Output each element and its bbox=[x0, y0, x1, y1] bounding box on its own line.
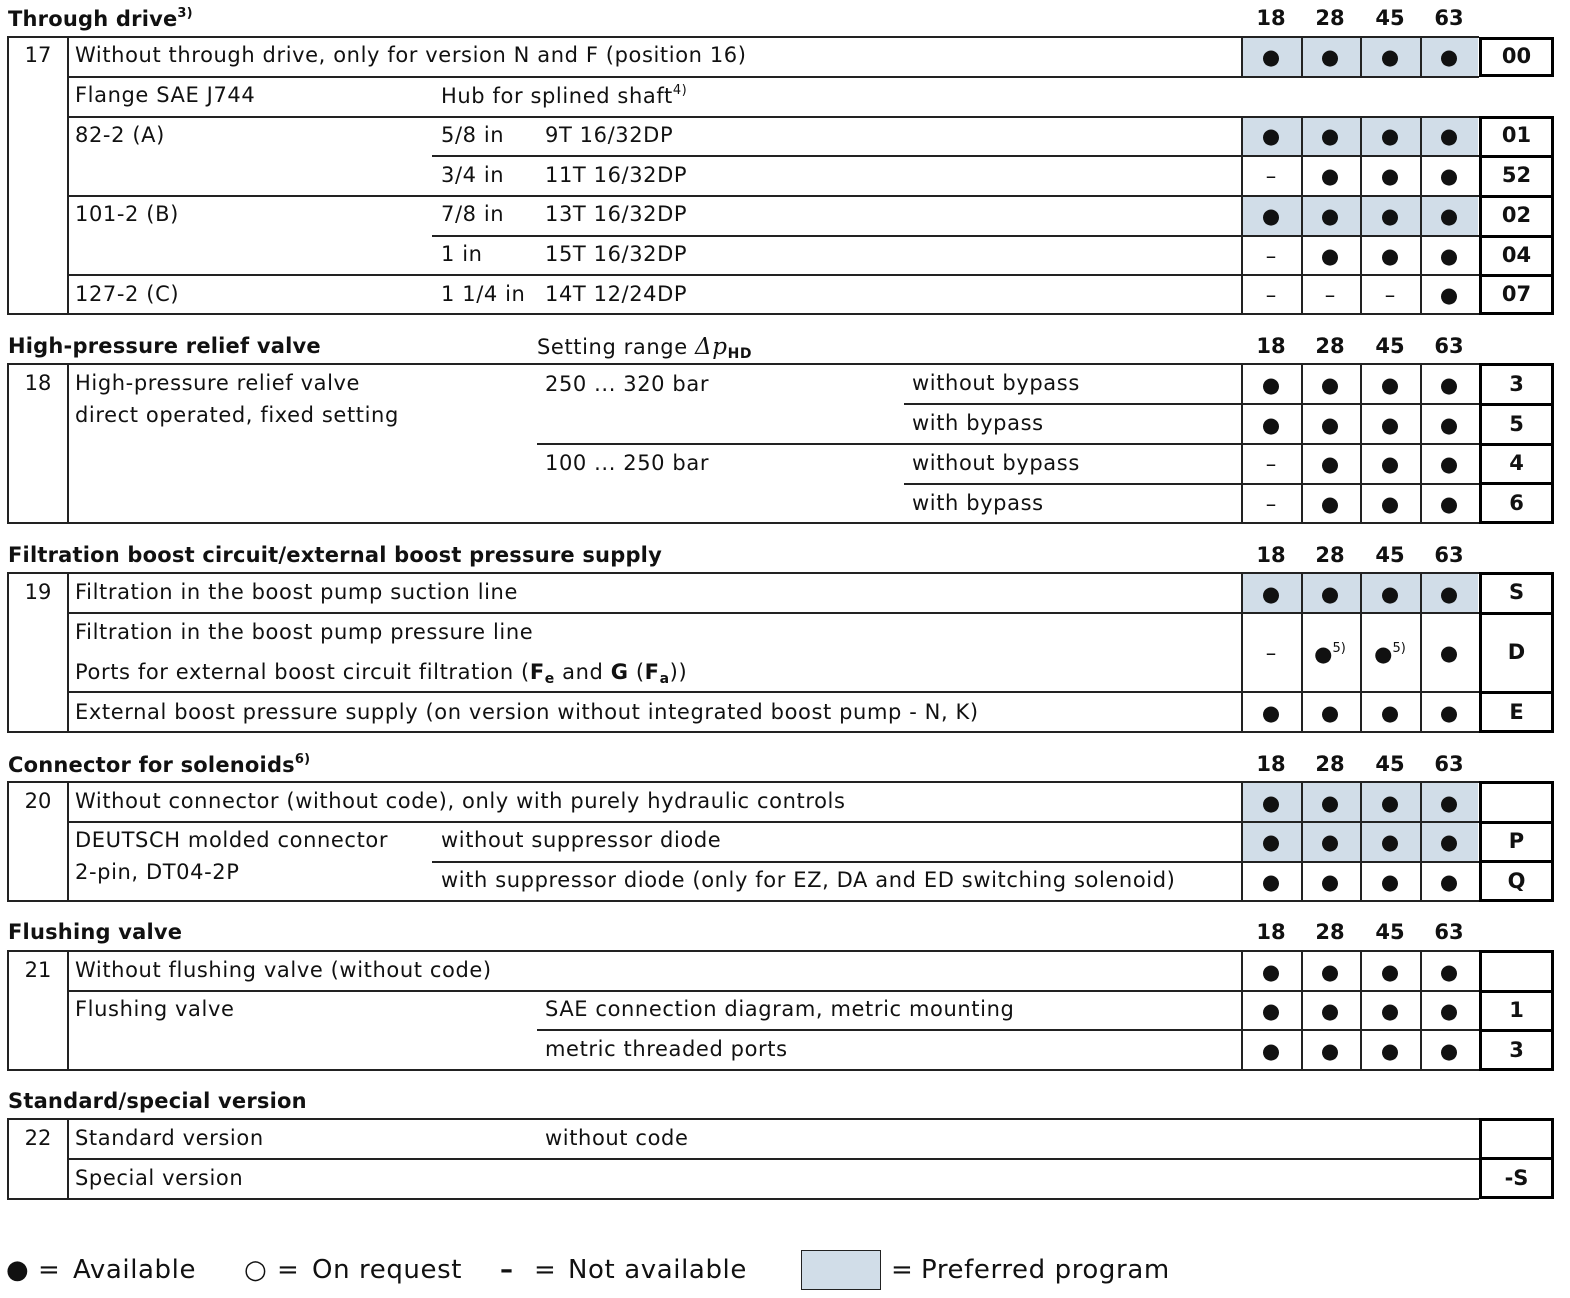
rule bbox=[432, 235, 1479, 237]
availability-mark: ● bbox=[1320, 45, 1340, 69]
availability-mark: ● bbox=[1320, 960, 1340, 984]
rule bbox=[1479, 155, 1554, 158]
availability-mark: ● bbox=[1261, 701, 1281, 725]
rule bbox=[1479, 274, 1554, 277]
availability-mark: ● bbox=[1439, 791, 1459, 815]
option-label: Without connector (without code), only with purely hydraulic controls bbox=[75, 789, 846, 813]
rule bbox=[7, 1198, 1479, 1200]
available-symbol: ● bbox=[6, 1255, 30, 1285]
availability-mark: ● bbox=[1439, 641, 1459, 665]
order-code: S bbox=[1508, 580, 1525, 604]
rule bbox=[1479, 612, 1554, 615]
availability-mark: ● bbox=[1380, 582, 1400, 606]
rule bbox=[7, 731, 1479, 733]
shaft-diameter: 5/8 in bbox=[441, 123, 505, 147]
column-label-hub: Hub for splined shaft$^{4)}$ bbox=[441, 83, 688, 108]
rule bbox=[67, 36, 69, 314]
availability-mark: – bbox=[1324, 283, 1336, 307]
rule bbox=[67, 691, 1479, 693]
size-header: 63 bbox=[1434, 543, 1464, 567]
option-label: External boost pressure supply (on version without integrated boost pump - N, K) bbox=[75, 700, 979, 724]
flange-size: 82-2 (A) bbox=[75, 123, 165, 147]
rule bbox=[1479, 990, 1554, 993]
legend-preferred: Preferred program bbox=[921, 1255, 1170, 1285]
shaft-diameter: 1 1/4 in bbox=[441, 282, 526, 306]
availability-mark: ● bbox=[1261, 373, 1281, 397]
rule bbox=[67, 274, 1479, 276]
rule bbox=[7, 1118, 1479, 1120]
rule bbox=[1479, 443, 1554, 446]
rule bbox=[7, 36, 1479, 38]
rule bbox=[67, 950, 69, 1070]
order-code: 04 bbox=[1501, 243, 1532, 267]
availability-mark: ● bbox=[1320, 582, 1340, 606]
availability-mark: ● bbox=[1261, 45, 1281, 69]
port-option: metric threaded ports bbox=[545, 1037, 788, 1061]
availability-mark: ● bbox=[1439, 373, 1459, 397]
availability-mark: ● bbox=[1439, 164, 1459, 188]
order-code: 6 bbox=[1509, 491, 1524, 515]
rule bbox=[67, 990, 1479, 992]
availability-mark: ● bbox=[1439, 830, 1459, 854]
option-label: Ports for external boost circuit filtration ($F_e$ and G $(F_a)$) bbox=[75, 660, 688, 687]
option-label: 2-pin, DT04-2P bbox=[75, 860, 240, 884]
availability-mark: ● bbox=[1261, 204, 1281, 228]
rule bbox=[537, 1029, 1479, 1031]
availability-mark: ● bbox=[1320, 1039, 1340, 1063]
availability-mark: ● bbox=[1261, 1039, 1281, 1063]
rule bbox=[1479, 860, 1554, 863]
rule bbox=[7, 900, 1479, 902]
availability-mark: ● bbox=[1320, 701, 1340, 725]
not-available-symbol: – bbox=[500, 1255, 514, 1285]
order-code: 00 bbox=[1501, 44, 1532, 68]
size-header: 45 bbox=[1375, 334, 1405, 358]
rule bbox=[67, 572, 69, 732]
spline-spec: 13T 16/32DP bbox=[545, 202, 688, 226]
section-title-version: Standard/special version bbox=[8, 1089, 307, 1113]
section-title-through-drive: Through drive$^{3)}$ bbox=[8, 6, 193, 31]
availability-mark: ● bbox=[1439, 582, 1459, 606]
availability-mark: ●$^{5)}$ bbox=[1374, 641, 1406, 666]
availability-mark: ● bbox=[1380, 413, 1400, 437]
rule bbox=[7, 36, 9, 314]
availability-mark: ● bbox=[1261, 960, 1281, 984]
shaft-diameter: 1 in bbox=[441, 242, 483, 266]
availability-mark: ● bbox=[1380, 960, 1400, 984]
rule bbox=[1479, 691, 1554, 694]
availability-mark: ● bbox=[1380, 373, 1400, 397]
legend-equals: = bbox=[534, 1255, 557, 1285]
setting-range: 250 ... 320 bar bbox=[545, 372, 710, 396]
size-header: 28 bbox=[1315, 6, 1345, 30]
availability-mark: ● bbox=[1320, 830, 1340, 854]
rule bbox=[67, 1118, 69, 1199]
availability-mark: – bbox=[1265, 641, 1277, 665]
order-code: D bbox=[1507, 640, 1526, 664]
on-request-symbol: ○ bbox=[244, 1255, 268, 1285]
rule bbox=[7, 572, 1479, 574]
availability-mark: ● bbox=[1439, 45, 1459, 69]
rule bbox=[67, 76, 1479, 78]
rule bbox=[7, 313, 1479, 315]
size-header: 45 bbox=[1375, 6, 1405, 30]
size-header: 63 bbox=[1434, 920, 1464, 944]
section-title-flushing-valve: Flushing valve bbox=[8, 920, 183, 944]
rule bbox=[1479, 1157, 1554, 1160]
position-number: 19 bbox=[24, 580, 52, 604]
bypass-option: with bypass bbox=[912, 491, 1044, 515]
rule bbox=[432, 155, 1479, 157]
availability-mark: ● bbox=[1320, 373, 1340, 397]
spline-spec: 9T 16/32DP bbox=[545, 123, 674, 147]
section-title-connector: Connector for solenoids$^{6)}$ bbox=[8, 752, 311, 777]
availability-mark: ● bbox=[1261, 582, 1281, 606]
size-header: 18 bbox=[1256, 752, 1286, 776]
size-header: 45 bbox=[1375, 543, 1405, 567]
availability-mark: ● bbox=[1320, 413, 1340, 437]
option-label: Filtration in the boost pump pressure line bbox=[75, 620, 534, 644]
rule bbox=[1479, 403, 1554, 406]
position-number: 21 bbox=[24, 958, 52, 982]
size-header: 45 bbox=[1375, 752, 1405, 776]
shaft-diameter: 3/4 in bbox=[441, 163, 505, 187]
rule bbox=[904, 403, 1479, 405]
availability-mark: ● bbox=[1380, 830, 1400, 854]
availability-mark: ● bbox=[1439, 999, 1459, 1023]
position-number: 20 bbox=[24, 789, 52, 813]
availability-mark: ● bbox=[1261, 791, 1281, 815]
availability-mark: ●$^{5)}$ bbox=[1314, 641, 1346, 666]
position-number: 22 bbox=[24, 1126, 52, 1150]
availability-mark: ● bbox=[1380, 999, 1400, 1023]
position-number: 18 bbox=[24, 371, 52, 395]
availability-mark: ● bbox=[1320, 204, 1340, 228]
order-code: 02 bbox=[1501, 203, 1532, 227]
diode-option: with suppressor diode (only for EZ, DA and ED switching solenoid) bbox=[441, 868, 1176, 892]
spline-spec: 15T 16/32DP bbox=[545, 242, 688, 266]
order-code: Q bbox=[1507, 869, 1526, 893]
section-title-relief-valve: High-pressure relief valve bbox=[8, 334, 321, 358]
availability-mark: – bbox=[1265, 164, 1277, 188]
rule bbox=[67, 195, 1479, 197]
bypass-option: with bypass bbox=[912, 411, 1044, 435]
availability-mark: ● bbox=[1439, 244, 1459, 268]
section-title-filtration: Filtration boost circuit/external boost pressure supply bbox=[8, 543, 662, 567]
availability-mark: ● bbox=[1439, 870, 1459, 894]
size-header: 28 bbox=[1315, 752, 1345, 776]
rule bbox=[67, 363, 69, 523]
order-code: 3 bbox=[1509, 1038, 1524, 1062]
position-number: 17 bbox=[24, 43, 52, 67]
option-label: Filtration in the boost pump suction line bbox=[75, 580, 518, 604]
order-code: P bbox=[1508, 829, 1525, 853]
rule bbox=[1479, 195, 1554, 198]
availability-mark: ● bbox=[1380, 204, 1400, 228]
size-header: 28 bbox=[1315, 543, 1345, 567]
rule bbox=[67, 612, 1479, 614]
size-header: 18 bbox=[1256, 6, 1286, 30]
availability-mark: – bbox=[1265, 244, 1277, 268]
availability-mark: ● bbox=[1320, 791, 1340, 815]
rule bbox=[67, 116, 1479, 118]
size-header: 63 bbox=[1434, 752, 1464, 776]
rule bbox=[7, 522, 1479, 524]
size-header: 45 bbox=[1375, 920, 1405, 944]
availability-mark: ● bbox=[1320, 164, 1340, 188]
availability-mark: ● bbox=[1261, 870, 1281, 894]
order-code: 52 bbox=[1501, 163, 1532, 187]
availability-mark: ● bbox=[1380, 124, 1400, 148]
rule bbox=[904, 483, 1479, 485]
availability-mark: ● bbox=[1439, 452, 1459, 476]
option-note: without code bbox=[545, 1126, 689, 1150]
bypass-option: without bypass bbox=[912, 451, 1080, 475]
availability-mark: ● bbox=[1380, 1039, 1400, 1063]
rule bbox=[7, 781, 1479, 783]
option-label: DEUTSCH molded connector bbox=[75, 828, 389, 852]
size-header: 18 bbox=[1256, 920, 1286, 944]
availability-mark: ● bbox=[1261, 413, 1281, 437]
order-code: 01 bbox=[1501, 123, 1532, 147]
rule bbox=[67, 1158, 1479, 1160]
availability-mark: ● bbox=[1380, 452, 1400, 476]
option-label: High-pressure relief valve bbox=[75, 371, 361, 395]
availability-mark: ● bbox=[1439, 413, 1459, 437]
availability-mark: – bbox=[1384, 283, 1396, 307]
rule bbox=[7, 1069, 1479, 1071]
order-code: 07 bbox=[1501, 282, 1532, 306]
legend-equals: = bbox=[38, 1255, 61, 1285]
availability-mark: ● bbox=[1261, 999, 1281, 1023]
size-header: 18 bbox=[1256, 334, 1286, 358]
rule bbox=[7, 363, 1479, 365]
availability-mark: – bbox=[1265, 452, 1277, 476]
flange-size: 127-2 (C) bbox=[75, 282, 180, 306]
availability-mark: – bbox=[1265, 492, 1277, 516]
option-label: Special version bbox=[75, 1166, 244, 1190]
order-code: 5 bbox=[1509, 412, 1524, 436]
order-code: -S bbox=[1504, 1166, 1529, 1190]
rule bbox=[67, 781, 69, 901]
column-label-setting-range: Setting range $\Delta p_{HD}$ bbox=[537, 334, 753, 362]
option-label: Flushing valve bbox=[75, 997, 235, 1021]
size-header: 63 bbox=[1434, 334, 1464, 358]
option-label: Without through drive, only for version N and F (position 16) bbox=[75, 43, 747, 67]
order-code: 1 bbox=[1509, 998, 1524, 1022]
availability-mark: ● bbox=[1439, 960, 1459, 984]
spline-spec: 11T 16/32DP bbox=[545, 163, 688, 187]
rule bbox=[537, 443, 1479, 445]
availability-mark: ● bbox=[1439, 492, 1459, 516]
rule bbox=[432, 861, 1479, 863]
order-code: 3 bbox=[1509, 372, 1524, 396]
availability-mark: ● bbox=[1439, 1039, 1459, 1063]
availability-mark: ● bbox=[1380, 870, 1400, 894]
availability-mark: ● bbox=[1439, 124, 1459, 148]
port-option: SAE connection diagram, metric mounting bbox=[545, 997, 1015, 1021]
availability-mark: ● bbox=[1439, 701, 1459, 725]
rule bbox=[1479, 821, 1554, 824]
availability-mark: ● bbox=[1380, 492, 1400, 516]
diode-option: without suppressor diode bbox=[441, 828, 722, 852]
size-header: 63 bbox=[1434, 6, 1464, 30]
availability-mark: ● bbox=[1380, 164, 1400, 188]
availability-mark: ● bbox=[1439, 204, 1459, 228]
availability-mark: ● bbox=[1320, 999, 1340, 1023]
availability-mark: ● bbox=[1320, 244, 1340, 268]
availability-mark: ● bbox=[1261, 830, 1281, 854]
availability-mark: ● bbox=[1320, 492, 1340, 516]
availability-mark: ● bbox=[1320, 124, 1340, 148]
rule bbox=[7, 950, 1479, 952]
column-label-flange: Flange SAE J744 bbox=[75, 83, 256, 107]
legend-on-request: On request bbox=[312, 1255, 463, 1285]
rule bbox=[1479, 235, 1554, 238]
flange-size: 101-2 (B) bbox=[75, 202, 179, 226]
option-label: Standard version bbox=[75, 1126, 264, 1150]
setting-range: 100 ... 250 bar bbox=[545, 451, 710, 475]
availability-mark: ● bbox=[1320, 870, 1340, 894]
availability-mark: ● bbox=[1261, 124, 1281, 148]
availability-mark: ● bbox=[1439, 283, 1459, 307]
rule bbox=[1479, 482, 1554, 485]
size-header: 28 bbox=[1315, 920, 1345, 944]
order-code: E bbox=[1509, 700, 1524, 724]
legend-available: Available bbox=[73, 1255, 197, 1285]
availability-mark: ● bbox=[1380, 701, 1400, 725]
legend-equals: = bbox=[891, 1255, 914, 1285]
size-header: 18 bbox=[1256, 543, 1286, 567]
shaft-diameter: 7/8 in bbox=[441, 202, 505, 226]
availability-mark: ● bbox=[1380, 45, 1400, 69]
legend-equals: = bbox=[277, 1255, 300, 1285]
availability-mark: – bbox=[1265, 283, 1277, 307]
spline-spec: 14T 12/24DP bbox=[545, 282, 688, 306]
availability-mark: ● bbox=[1380, 791, 1400, 815]
legend-not-available: Not available bbox=[568, 1255, 747, 1285]
bypass-option: without bypass bbox=[912, 371, 1080, 395]
rule bbox=[67, 821, 1479, 823]
option-label: Without flushing valve (without code) bbox=[75, 958, 492, 982]
option-label: direct operated, fixed setting bbox=[75, 403, 399, 427]
size-header: 28 bbox=[1315, 334, 1345, 358]
availability-mark: ● bbox=[1320, 452, 1340, 476]
order-code: 4 bbox=[1509, 451, 1524, 475]
preferred-swatch bbox=[801, 1250, 881, 1290]
availability-mark: ● bbox=[1380, 244, 1400, 268]
rule bbox=[1479, 1029, 1554, 1032]
